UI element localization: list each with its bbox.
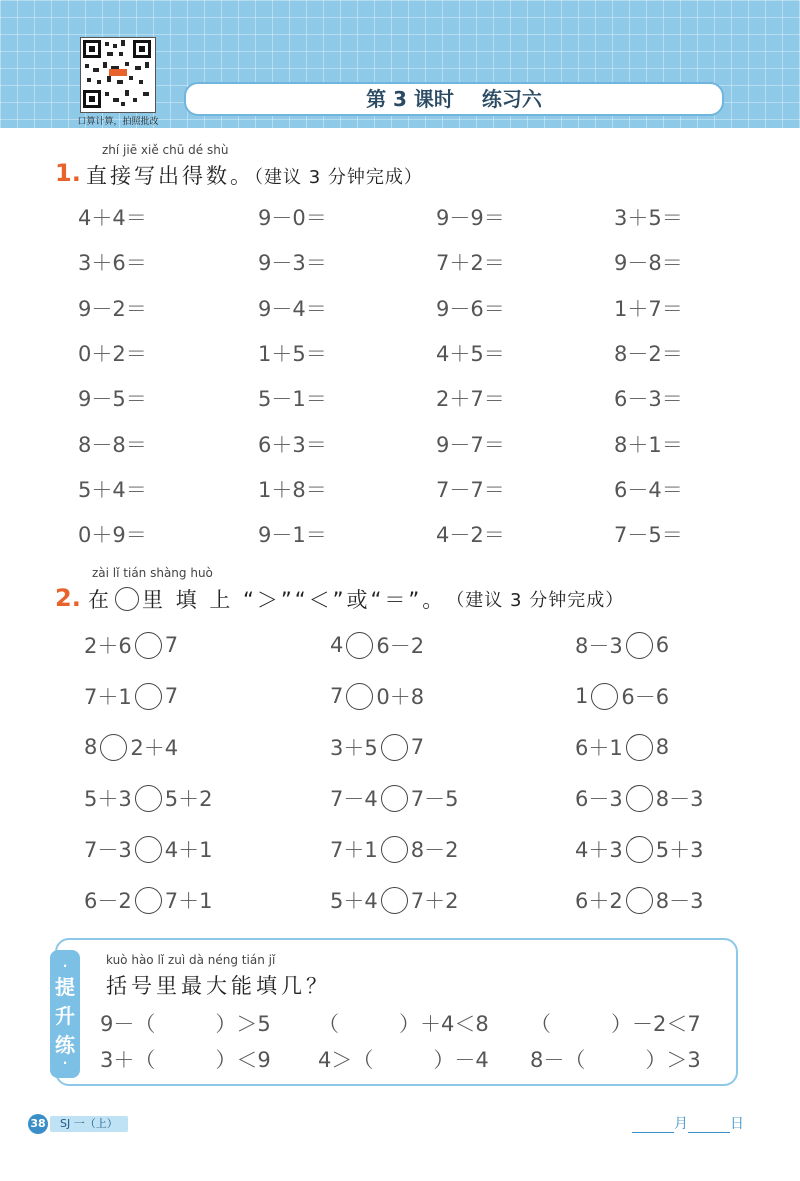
q1-text: 直接写出得数。 [86,164,254,188]
q1-equation: 8－8＝ [78,433,147,457]
q2-comparison [330,681,424,711]
q1-equation: 9－8＝ [614,251,683,275]
boost-expr-end: ）＋4＜8 [399,1012,489,1036]
q2-right-expr: 5＋2 [164,787,213,811]
boost-item [530,1008,701,1038]
q1-equation: 5＋4＝ [78,478,147,502]
q2-right-expr: 5＋3 [655,838,704,862]
q1-equation: 3＋5＝ [614,206,683,230]
q1-pinyin: zhí jiē xiě chū dé shù [102,143,229,157]
circle-icon [115,587,139,611]
answer-circle[interactable] [346,683,373,710]
answer-circle[interactable] [381,785,408,812]
answer-circle[interactable] [626,734,653,761]
q2-left-expr: 6＋1 [575,736,623,760]
q2-pinyin: zài lǐ tián shàng huò [92,566,213,580]
q2-right-expr: 8－3 [655,889,704,913]
boost-expr-end: ）－4 [433,1048,489,1072]
answer-circle[interactable] [135,632,162,659]
answer-circle[interactable] [346,632,373,659]
q2-comparison [330,783,458,813]
q2-hint: （建议 3 分钟完成） [446,590,625,611]
lesson-title: 练习六 [481,87,542,111]
q1-equation: 9－4＝ [258,297,327,321]
day-label: 日 [730,1116,744,1132]
boost-item [100,1008,271,1038]
date-field [632,1113,744,1133]
q2-comparison [575,630,669,660]
q2-text-before: 在 [88,588,112,612]
boost-expr-end: ）＞3 [645,1048,701,1072]
boost-expr-start: 8－（ [530,1048,586,1072]
lesson-title-bar [184,82,724,116]
q1-instruction [86,160,423,190]
answer-circle[interactable] [135,836,162,863]
q2-comparison [84,885,212,915]
answer-circle[interactable] [381,836,408,863]
q1-equation: 1＋5＝ [258,342,327,366]
q2-left-expr: 7＋1 [84,685,132,709]
q2-right-expr: 7 [410,735,425,759]
q2-right-expr: 7－5 [410,787,459,811]
q1-hint: （建议 3 分钟完成） [254,167,423,188]
q2-number: 2. [55,584,81,612]
q2-comparison [575,834,703,864]
q2-left-expr: 4 [330,633,344,657]
q1-equation: 2＋7＝ [436,387,505,411]
q1-equation: 4＋5＝ [436,342,505,366]
q2-left-expr: 6＋2 [575,889,623,913]
q1-equation: 6－4＝ [614,478,683,502]
boost-item [318,1044,489,1074]
q2-comparison [84,732,178,762]
q2-right-expr: 8 [655,735,670,759]
qr-caption: 口算计算，拍照批改 [77,117,159,127]
q1-equation: 3＋6＝ [78,251,147,275]
q2-right-expr: 6 [655,633,670,657]
boost-tab-char: 升 [55,1003,75,1028]
boost-tab: · 提 升 练 · [50,950,80,1078]
q1-equation: 9－7＝ [436,433,505,457]
month-line[interactable] [632,1132,674,1133]
boost-expr-start: 9－（ [100,1012,156,1036]
qr-code[interactable] [80,37,156,113]
q2-comparison [330,834,458,864]
q2-comparison [575,783,703,813]
boost-title: 括号里最大能填几？ [106,974,331,998]
q1-number: 1. [55,159,81,187]
q2-left-expr: 7－4 [330,787,378,811]
day-line[interactable] [688,1132,730,1133]
q2-left-expr: 7－3 [84,838,132,862]
page-number: 38 [28,1114,48,1134]
boost-expr-end: ）－2＜7 [611,1012,701,1036]
q2-right-expr: 6－6 [621,685,670,709]
q1-equation: 1＋7＝ [614,297,683,321]
q2-left-expr: 3＋5 [330,736,378,760]
q1-equation: 6＋3＝ [258,433,327,457]
q1-equation: 9－9＝ [436,206,505,230]
q2-comparison [84,681,178,711]
boost-expr-end: ）＜9 [215,1048,271,1072]
q2-comparison [330,732,424,762]
boost-tab-char: 练 [55,1032,75,1057]
q2-left-expr: 8－3 [575,634,623,658]
q2-left-expr: 8 [84,735,98,759]
q2-right-expr: 7 [164,684,179,708]
q1-equation: 9－0＝ [258,206,327,230]
q2-right-expr: 8－2 [410,838,459,862]
q2-right-expr: 6－2 [376,634,425,658]
boost-item [530,1044,701,1074]
boost-tab-char: 提 [55,974,75,999]
q1-equation: 8－2＝ [614,342,683,366]
answer-circle[interactable] [626,785,653,812]
q1-equation: 0＋9＝ [78,523,147,547]
answer-circle[interactable] [381,887,408,914]
q2-left-expr: 6－3 [575,787,623,811]
q2-right-expr: 7 [164,633,179,657]
q2-left-expr: 5＋3 [84,787,132,811]
q2-comparison [575,732,669,762]
q2-instruction [88,584,624,614]
boost-expr-start: 3＋（ [100,1048,156,1072]
month-label: 月 [674,1116,688,1132]
q2-comparison [330,630,424,660]
q2-right-expr: 2＋4 [130,736,179,760]
q1-equation: 9－5＝ [78,387,147,411]
answer-circle[interactable] [135,785,162,812]
boost-expr-end: ）＞5 [215,1012,271,1036]
boost-pinyin: kuò hào lǐ zuì dà néng tián jǐ [106,953,276,967]
q2-left-expr: 5＋4 [330,889,378,913]
book-tag: SJ 一（上） [50,1116,128,1132]
q1-equation: 7－5＝ [614,523,683,547]
q2-right-expr: 7＋1 [164,889,213,913]
q2-left-expr: 7 [330,684,344,708]
q2-comparison [575,681,669,711]
q2-comparison [330,885,458,915]
answer-circle[interactable] [135,683,162,710]
q2-left-expr: 1 [575,684,589,708]
q2-left-expr: 6－2 [84,889,132,913]
q1-equation: 7－7＝ [436,478,505,502]
q2-comparison [84,783,212,813]
q1-equation: 4－2＝ [436,523,505,547]
q1-equation: 8＋1＝ [614,433,683,457]
answer-circle[interactable] [591,683,618,710]
q2-right-expr: 7＋2 [410,889,459,913]
answer-circle[interactable] [135,887,162,914]
q1-equation: 0＋2＝ [78,342,147,366]
answer-circle[interactable] [100,734,127,761]
q1-equation: 9－2＝ [78,297,147,321]
answer-circle[interactable] [626,632,653,659]
q2-comparison [84,630,178,660]
q1-equation: 9－3＝ [258,251,327,275]
q1-equation: 4＋4＝ [78,206,147,230]
boost-expr-start: 4＞（ [318,1048,374,1072]
q1-equation: 9－6＝ [436,297,505,321]
q1-equation: 6－3＝ [614,387,683,411]
q2-left-expr: 7＋1 [330,838,378,862]
answer-circle[interactable] [626,887,653,914]
answer-circle[interactable] [626,836,653,863]
boost-expr-start: （ [318,1012,339,1036]
q2-right-expr: 4＋1 [164,838,213,862]
q2-left-expr: 4＋3 [575,838,623,862]
q2-text-after: 里 填 上 “＞”“＜”或“＝”。 [142,588,447,612]
q2-comparison [84,834,212,864]
q1-equation: 9－1＝ [258,523,327,547]
lesson-number: 第 3 课时 [366,87,454,111]
q2-left-expr: 2＋6 [84,634,132,658]
q1-equation: 5－1＝ [258,387,327,411]
q2-right-expr: 0＋8 [376,685,425,709]
q2-right-expr: 8－3 [655,787,704,811]
q2-comparison [575,885,703,915]
boost-item [100,1044,271,1074]
q1-equation: 1＋8＝ [258,478,327,502]
q1-equation: 7＋2＝ [436,251,505,275]
answer-circle[interactable] [381,734,408,761]
boost-item [318,1008,489,1038]
boost-expr-start: （ [530,1012,551,1036]
